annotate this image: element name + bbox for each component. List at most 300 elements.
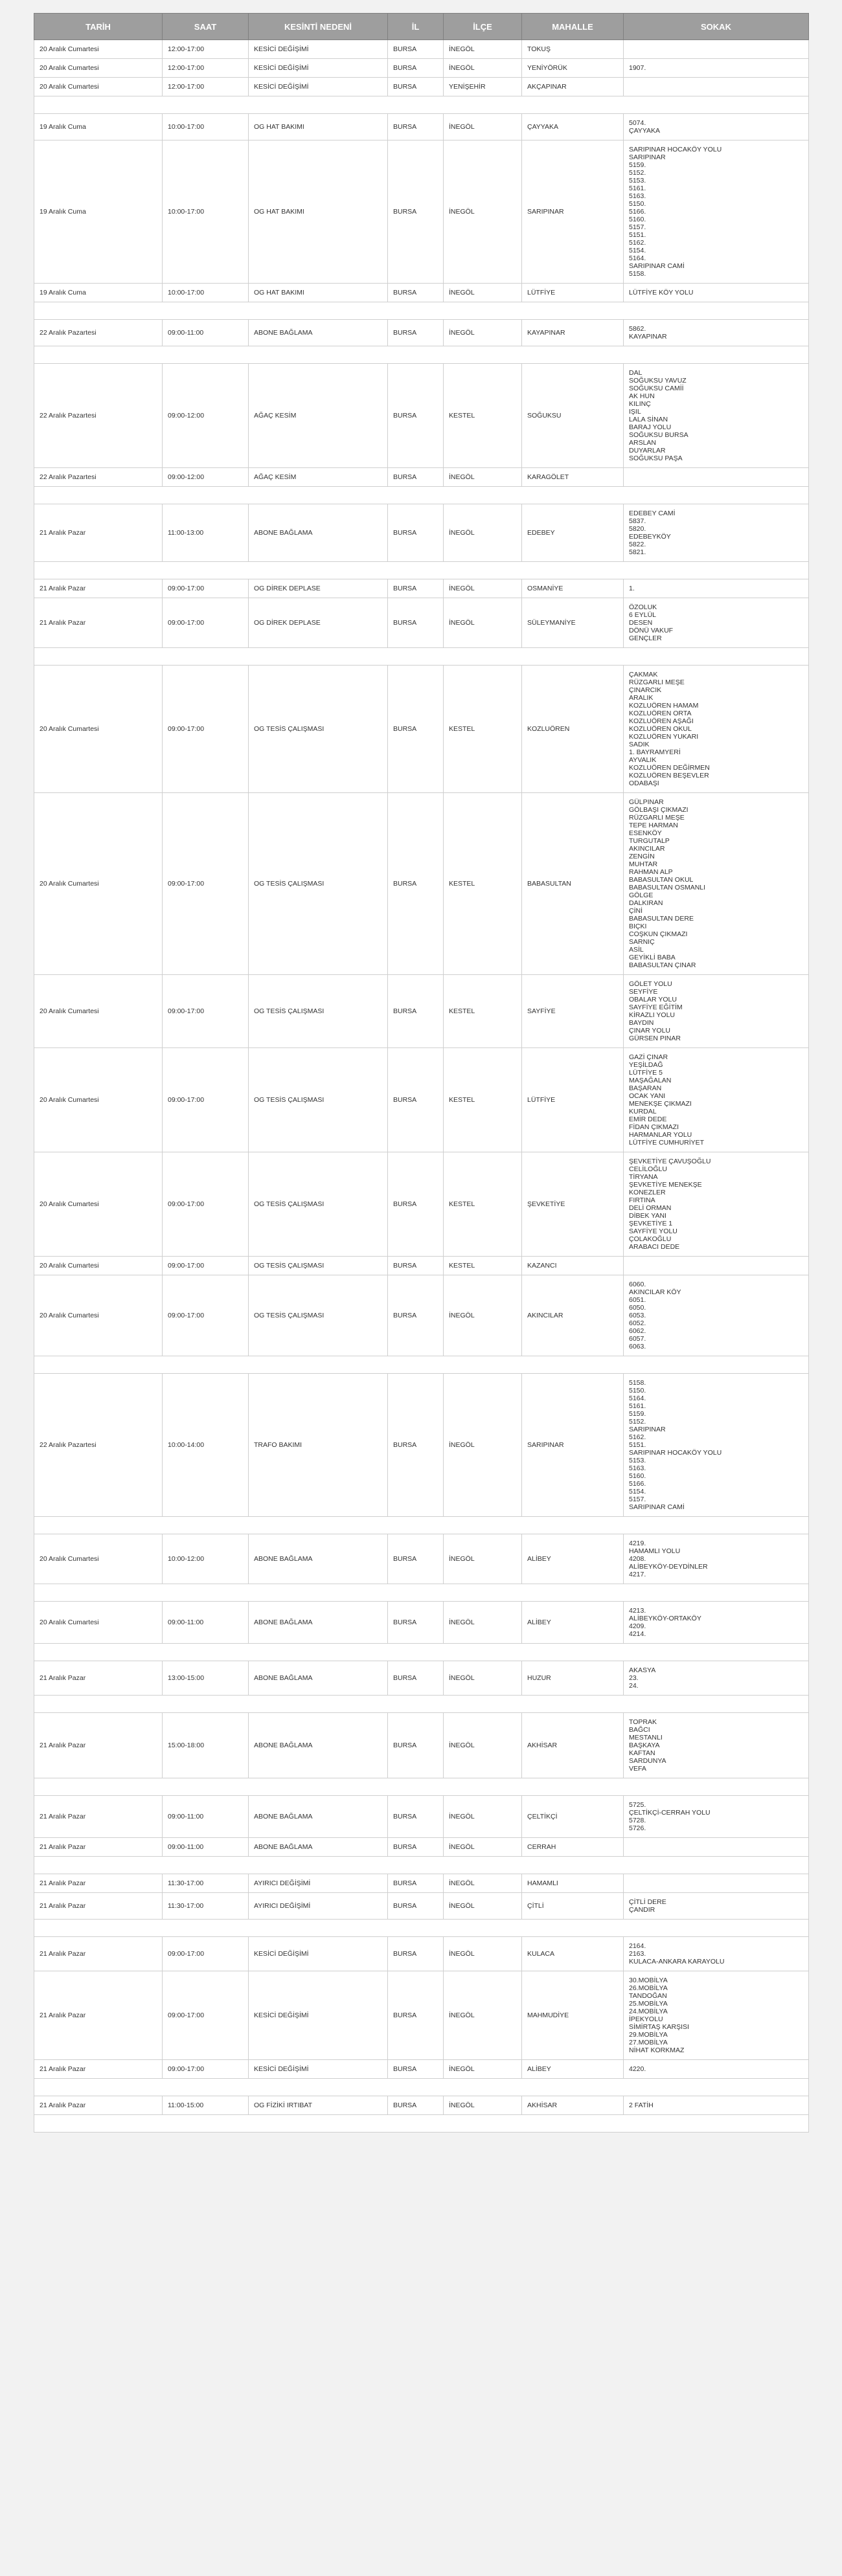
cell-ilce: İNEGÖL [444, 1275, 522, 1356]
empty-cell [34, 346, 809, 364]
table-row [34, 40, 809, 59]
cell-ilce: İNEGÖL [444, 1713, 522, 1778]
table-row [34, 1838, 809, 1857]
table-row [34, 975, 809, 1048]
cell-saat: 13:00-15:00 [163, 1661, 249, 1696]
sokak-item: SARIPINAR HOCAKÖY YOLU [629, 146, 722, 153]
cell-ilce: İNEGÖL [444, 114, 522, 140]
sokak-item: ÇANDIR [629, 1906, 655, 1914]
cell-neden: OG DİREK DEPLASE [249, 579, 388, 598]
sokak-item: SARDUNYA [629, 1757, 666, 1765]
sokak-item: GÖLBAŞI ÇIKMAZI [629, 806, 688, 814]
empty-cell [34, 1584, 809, 1602]
cell-mahalle: ALİBEY [522, 1602, 624, 1644]
sokak-item: KONEZLER [629, 1189, 666, 1196]
header-il[interactable]: İL [388, 14, 444, 40]
sokak-item: IŞIL [629, 408, 641, 416]
sokak-item: 4214. [629, 1630, 646, 1638]
empty-separator-row [34, 2079, 809, 2096]
cell-ilce: KESTEL [444, 1152, 522, 1257]
sokak-item: 27.MOBİLYA [629, 2039, 668, 2046]
cell-mahalle: AKHİSAR [522, 1713, 624, 1778]
cell-tarih: 21 Aralık Pazar [34, 2096, 163, 2115]
cell-sokak [624, 1152, 809, 1257]
cell-saat: 09:00-17:00 [163, 579, 249, 598]
sokak-item: 5159. [629, 161, 646, 169]
cell-saat: 09:00-17:00 [163, 1048, 249, 1152]
sokak-item: 23. [629, 1674, 639, 1682]
sokak-item: BABASULTAN OSMANLI [629, 884, 706, 891]
sokak-item: 5151. [629, 231, 646, 239]
cell-neden: AYIRICI DEĞİŞİMİ [249, 1874, 388, 1893]
cell-saat: 12:00-17:00 [163, 78, 249, 96]
cell-tarih: 21 Aralık Pazar [34, 1971, 163, 2060]
cell-il: BURSA [388, 114, 444, 140]
cell-mahalle: SÜLEYMANİYE [522, 598, 624, 648]
cell-sokak [624, 140, 809, 284]
cell-sokak [624, 1893, 809, 1920]
sokak-item: MUHTAR [629, 860, 658, 868]
sokak-item: 5150. [629, 200, 646, 208]
header-sokak[interactable]: SOKAK [624, 14, 809, 40]
sokak-item: ALİBEYKÖY-ORTAKÖY [629, 1615, 701, 1622]
cell-mahalle: HAMAMLI [522, 1874, 624, 1893]
cell-mahalle: KULACA [522, 1937, 624, 1971]
cell-neden: ABONE BAĞLAMA [249, 1713, 388, 1778]
cell-mahalle: MAHMUDİYE [522, 1971, 624, 2060]
cell-il: BURSA [388, 1048, 444, 1152]
cell-saat: 10:00-17:00 [163, 284, 249, 302]
cell-mahalle: ÇELTİKÇİ [522, 1796, 624, 1838]
sokak-item: ÇAYYAKA [629, 127, 661, 135]
empty-separator-row [34, 1920, 809, 1937]
sokak-item: SAYFİYE EĞİTİM [629, 1003, 683, 1011]
cell-ilce: İNEGÖL [444, 2060, 522, 2079]
sokak-item: RÜZGARLI MEŞE [629, 678, 685, 686]
sokak-item: 5726. [629, 1824, 646, 1832]
table-row [34, 468, 809, 487]
sokak-item: 5822. [629, 541, 646, 548]
sokak-item: KOZLUÖREN DEĞİRMEN [629, 764, 710, 772]
cell-mahalle: LÜTFİYE [522, 284, 624, 302]
cell-sokak [624, 598, 809, 648]
empty-cell [34, 562, 809, 579]
sokak-item: 5152. [629, 1418, 646, 1426]
cell-mahalle: AKINCILAR [522, 1275, 624, 1356]
sokak-item: 25.MOBİLYA [629, 2000, 668, 2008]
header-mahalle[interactable]: MAHALLE [522, 14, 624, 40]
sokak-item: 5820. [629, 525, 646, 533]
sokak-item: SOĞUKSU PAŞA [629, 454, 683, 462]
empty-cell [34, 1920, 809, 1937]
sokak-item: 6051. [629, 1296, 646, 1304]
table-row [34, 793, 809, 975]
sokak-item: DUYARLAR [629, 447, 666, 454]
cell-mahalle: YENİYÖRÜK [522, 59, 624, 78]
cell-mahalle: AKHİSAR [522, 2096, 624, 2115]
cell-ilce: İNEGÖL [444, 1937, 522, 1971]
cell-mahalle: KAZANCI [522, 1257, 624, 1275]
empty-separator-row [34, 1517, 809, 1534]
cell-mahalle: BABASULTAN [522, 793, 624, 975]
sokak-item: İPEKYOLU [629, 2015, 663, 2023]
sokak-item: 5161. [629, 1402, 646, 1410]
sokak-item: 5158. [629, 270, 646, 278]
empty-cell [34, 2079, 809, 2096]
sokak-item: KOZLUÖREN YUKARI [629, 733, 699, 741]
cell-saat: 09:00-11:00 [163, 320, 249, 346]
cell-tarih: 20 Aralık Cumartesi [34, 1152, 163, 1257]
cell-ilce: KESTEL [444, 1048, 522, 1152]
cell-sokak [624, 114, 809, 140]
sokak-item: 4217. [629, 1571, 646, 1578]
cell-tarih: 20 Aralık Cumartesi [34, 78, 163, 96]
cell-tarih: 20 Aralık Cumartesi [34, 1048, 163, 1152]
table-row [34, 666, 809, 793]
sokak-item: SEYFİYE [629, 988, 658, 996]
cell-sokak [624, 2060, 809, 2079]
cell-saat: 11:00-13:00 [163, 504, 249, 562]
sokak-item: TEPE HARMAN [629, 822, 678, 829]
cell-neden: OG TESİS ÇALIŞMASI [249, 975, 388, 1048]
sokak-item: KOZLUÖREN HAMAM [629, 702, 699, 710]
sokak-item: BAYDIN [629, 1019, 654, 1027]
cell-sokak [624, 1534, 809, 1584]
cell-ilce: İNEGÖL [444, 468, 522, 487]
sokak-item: TOPRAK [629, 1718, 657, 1726]
sokak-item: 5164. [629, 254, 646, 262]
sokak-item: 2163. [629, 1950, 646, 1958]
empty-separator-row [34, 1584, 809, 1602]
cell-ilce: İNEGÖL [444, 2096, 522, 2115]
table-row [34, 1374, 809, 1517]
table-row [34, 504, 809, 562]
sokak-item: DİBEK YANI [629, 1212, 666, 1220]
cell-tarih: 22 Aralık Pazartesi [34, 364, 163, 468]
cell-mahalle: LÜTFİYE [522, 1048, 624, 1152]
sokak-item: 5163. [629, 1464, 646, 1472]
cell-saat: 09:00-17:00 [163, 793, 249, 975]
sokak-item: YEŞİLDAĞ [629, 1061, 663, 1069]
sokak-item: ARSLAN [629, 439, 657, 447]
table-row [34, 140, 809, 284]
sokak-item: KURDAL [629, 1108, 657, 1115]
cell-il: BURSA [388, 1661, 444, 1696]
sokak-item: 6050. [629, 1304, 646, 1312]
empty-cell [34, 1696, 809, 1713]
empty-separator-row [34, 1644, 809, 1661]
sokak-item: ÇAKMAK [629, 671, 658, 678]
cell-tarih: 20 Aralık Cumartesi [34, 1257, 163, 1275]
sokak-item: 5161. [629, 185, 646, 192]
sokak-item: 6 EYLÜL [629, 611, 657, 619]
cell-sokak [624, 1374, 809, 1517]
sokak-item: 5150. [629, 1387, 646, 1394]
cell-saat: 12:00-17:00 [163, 59, 249, 78]
table-row [34, 78, 809, 96]
cell-mahalle: KAYAPINAR [522, 320, 624, 346]
header-tarih[interactable]: TARİH [34, 14, 163, 40]
cell-saat: 09:00-17:00 [163, 1971, 249, 2060]
sokak-item: ARABACI DEDE [629, 1243, 680, 1251]
cell-il: BURSA [388, 1971, 444, 2060]
cell-ilce: İNEGÖL [444, 40, 522, 59]
sokak-item: KOZLUÖREN ORTA [629, 710, 692, 717]
cell-il: BURSA [388, 1838, 444, 1857]
cell-sokak [624, 1275, 809, 1356]
cell-neden: ABONE BAĞLAMA [249, 320, 388, 346]
cell-ilce: İNEGÖL [444, 1534, 522, 1584]
cell-il: BURSA [388, 1937, 444, 1971]
cell-neden: ABONE BAĞLAMA [249, 1796, 388, 1838]
cell-mahalle: SAYFİYE [522, 975, 624, 1048]
cell-neden: KESİCİ DEĞİŞİMİ [249, 1971, 388, 2060]
sokak-item: CELİLOĞLU [629, 1165, 667, 1173]
page [34, 0, 808, 2133]
sokak-item: 5166. [629, 208, 646, 216]
table-row [34, 579, 809, 598]
cell-sokak [624, 40, 809, 59]
cell-tarih: 21 Aralık Pazar [34, 598, 163, 648]
sokak-item: 5152. [629, 169, 646, 177]
cell-tarih: 21 Aralık Pazar [34, 1713, 163, 1778]
cell-il: BURSA [388, 364, 444, 468]
sokak-item: ŞEVKETİYE 1 [629, 1220, 673, 1227]
cell-il: BURSA [388, 598, 444, 648]
sokak-item: 5154. [629, 1488, 646, 1495]
cell-il: BURSA [388, 793, 444, 975]
cell-sokak [624, 78, 809, 96]
table-row [34, 59, 809, 78]
sokak-item: SOĞUKSU YAVUZ [629, 377, 687, 385]
cell-mahalle: ŞEVKETİYE [522, 1152, 624, 1257]
cell-tarih: 21 Aralık Pazar [34, 1937, 163, 1971]
outage-table [34, 13, 809, 2133]
header-saat[interactable]: SAAT [163, 14, 249, 40]
sokak-item: ÇOLAKOĞLU [629, 1235, 672, 1243]
empty-separator-row [34, 1696, 809, 1713]
cell-tarih: 22 Aralık Pazartesi [34, 320, 163, 346]
cell-ilce: İNEGÖL [444, 598, 522, 648]
sokak-item: KOZLUÖREN AŞAĞI [629, 717, 694, 725]
cell-il: BURSA [388, 1374, 444, 1517]
sokak-item: AYVALIK [629, 756, 657, 764]
cell-ilce: KESTEL [444, 666, 522, 793]
cell-tarih: 19 Aralık Cuma [34, 114, 163, 140]
sokak-item: KAYAPINAR [629, 333, 667, 341]
cell-il: BURSA [388, 468, 444, 487]
sokak-item: BABASULTAN OKUL [629, 876, 694, 884]
sokak-item: 6057. [629, 1335, 646, 1343]
cell-ilce: KESTEL [444, 793, 522, 975]
cell-mahalle: KARAGÖLET [522, 468, 624, 487]
cell-neden: AYIRICI DEĞİŞİMİ [249, 1893, 388, 1920]
table-header-row [34, 14, 809, 40]
table-row [34, 1937, 809, 1971]
sokak-item: KAFTAN [629, 1749, 655, 1757]
sokak-item: 1. BAYRAMYERİ [629, 748, 681, 756]
sokak-item: RAHMAN ALP [629, 868, 673, 876]
sokak-item: 5074. [629, 119, 646, 127]
cell-neden: KESİCİ DEĞİŞİMİ [249, 40, 388, 59]
sokak-item: ŞEVKETİYE MENEKŞE [629, 1181, 702, 1189]
cell-neden: ABONE BAĞLAMA [249, 1602, 388, 1644]
sokak-item: BABASULTAN DERE [629, 915, 694, 923]
sokak-item: AK HUN [629, 392, 655, 400]
sokak-item: HAMAMLI YOLU [629, 1547, 681, 1555]
sokak-item: AKINCILAR KÖY [629, 1288, 681, 1296]
sokak-item: AKINCILAR [629, 845, 665, 853]
sokak-item: 5151. [629, 1441, 646, 1449]
cell-mahalle: KOZLUÖREN [522, 666, 624, 793]
cell-il: BURSA [388, 666, 444, 793]
sokak-item: 5153. [629, 177, 646, 185]
sokak-item: 2 FATİH [629, 2101, 654, 2109]
empty-cell [34, 1517, 809, 1534]
cell-mahalle: ÇİTLİ [522, 1893, 624, 1920]
sokak-item: 5159. [629, 1410, 646, 1418]
cell-ilce: İNEGÖL [444, 59, 522, 78]
cell-saat: 11:30-17:00 [163, 1874, 249, 1893]
sokak-item: GAZİ ÇINAR [629, 1053, 668, 1061]
sokak-item: 5160. [629, 216, 646, 223]
sokak-item: 5821. [629, 548, 646, 556]
header-ilce[interactable]: İLÇE [444, 14, 522, 40]
cell-neden: OG TESİS ÇALIŞMASI [249, 1257, 388, 1275]
cell-sokak [624, 975, 809, 1048]
cell-saat: 09:00-17:00 [163, 1152, 249, 1257]
sokak-item: SİMİRTAŞ KARŞISI [629, 2023, 689, 2031]
sokak-item: 5157. [629, 223, 646, 231]
sokak-item: DALKIRAN [629, 899, 663, 907]
cell-sokak [624, 59, 809, 78]
sokak-item: 1. [629, 585, 635, 592]
cell-saat: 09:00-12:00 [163, 364, 249, 468]
sokak-item: 5164. [629, 1394, 646, 1402]
cell-il: BURSA [388, 78, 444, 96]
cell-mahalle: SARIPINAR [522, 140, 624, 284]
cell-neden: OG HAT BAKIMI [249, 114, 388, 140]
cell-il: BURSA [388, 1257, 444, 1275]
cell-ilce: İNEGÖL [444, 579, 522, 598]
sokak-item: TANDOĞAN [629, 1992, 667, 2000]
cell-neden: OG DİREK DEPLASE [249, 598, 388, 648]
sokak-item: ÇELTİKÇİ-CERRAH YOLU [629, 1809, 711, 1817]
table-body [34, 40, 809, 2133]
empty-cell [34, 1644, 809, 1661]
table-row [34, 1275, 809, 1356]
cell-tarih: 21 Aralık Pazar [34, 1838, 163, 1857]
cell-saat: 10:00-14:00 [163, 1374, 249, 1517]
sokak-item: 5153. [629, 1457, 646, 1464]
cell-ilce: İNEGÖL [444, 1661, 522, 1696]
cell-neden: OG HAT BAKIMI [249, 284, 388, 302]
cell-il: BURSA [388, 1713, 444, 1778]
cell-saat: 10:00-17:00 [163, 114, 249, 140]
cell-sokak [624, 666, 809, 793]
cell-sokak [624, 579, 809, 598]
cell-sokak [624, 364, 809, 468]
header-kesinti-nedeni[interactable]: KESİNTİ NEDENİ [249, 14, 388, 40]
sokak-item: 4208. [629, 1555, 646, 1563]
sokak-item: SOĞUKSU CAMİİ [629, 385, 684, 392]
sokak-item: 5162. [629, 1433, 646, 1441]
table-row [34, 1971, 809, 2060]
sokak-item: ÇİTLİ DERE [629, 1898, 666, 1906]
cell-neden: ABONE BAĞLAMA [249, 1838, 388, 1857]
cell-tarih: 20 Aralık Cumartesi [34, 666, 163, 793]
cell-ilce: İNEGÖL [444, 320, 522, 346]
table-row [34, 1257, 809, 1275]
sokak-item: 5163. [629, 192, 646, 200]
sokak-item: HARMANLAR YOLU [629, 1131, 692, 1139]
cell-tarih: 20 Aralık Cumartesi [34, 59, 163, 78]
sokak-item: LÜTFİYE 5 [629, 1069, 663, 1077]
empty-cell [34, 1857, 809, 1874]
cell-neden: ABONE BAĞLAMA [249, 1661, 388, 1696]
empty-cell [34, 487, 809, 504]
sokak-item: 4219. [629, 1540, 646, 1547]
sokak-item: LÜTFİYE KÖY YOLU [629, 289, 694, 297]
empty-separator-row [34, 487, 809, 504]
cell-saat: 09:00-17:00 [163, 975, 249, 1048]
cell-ilce: İNEGÖL [444, 140, 522, 284]
sokak-item: 29.MOBİLYA [629, 2031, 668, 2039]
cell-sokak [624, 2096, 809, 2115]
sokak-item: BIÇKI [629, 923, 647, 930]
sokak-item: 24.MOBİLYA [629, 2008, 668, 2015]
cell-neden: OG FİZİKİ IRTIBAT [249, 2096, 388, 2115]
cell-saat: 09:00-17:00 [163, 598, 249, 648]
sokak-item: AKASYA [629, 1666, 656, 1674]
cell-sokak [624, 468, 809, 487]
sokak-item: 5166. [629, 1480, 646, 1488]
sokak-item: KİRAZLI YOLU [629, 1011, 675, 1019]
sokak-item: 5160. [629, 1472, 646, 1480]
cell-tarih: 21 Aralık Pazar [34, 504, 163, 562]
empty-cell [34, 1356, 809, 1374]
sokak-item: ŞEVKETİYE ÇAVUŞOĞLU [629, 1158, 711, 1165]
empty-separator-row [34, 648, 809, 666]
cell-saat: 09:00-11:00 [163, 1796, 249, 1838]
cell-mahalle: SOĞUKSU [522, 364, 624, 468]
sokak-item: 5728. [629, 1817, 646, 1824]
sokak-item: ÇINAR YOLU [629, 1027, 670, 1035]
empty-cell [34, 302, 809, 320]
cell-il: BURSA [388, 2096, 444, 2115]
table-row [34, 1874, 809, 1893]
sokak-item: TİRYANA [629, 1173, 658, 1181]
sokak-item: GÜLPINAR [629, 798, 664, 806]
cell-saat: 11:00-15:00 [163, 2096, 249, 2115]
sokak-item: BAĞCI [629, 1726, 650, 1734]
cell-neden: OG TESİS ÇALIŞMASI [249, 1275, 388, 1356]
sokak-item: KOZLUÖREN BEŞEVLER [629, 772, 709, 779]
table-row [34, 1661, 809, 1696]
table-row [34, 114, 809, 140]
cell-neden: OG TESİS ÇALIŞMASI [249, 1048, 388, 1152]
sokak-item: OBALAR YOLU [629, 996, 677, 1003]
cell-ilce: İNEGÖL [444, 1971, 522, 2060]
sokak-item: 4213. [629, 1607, 646, 1615]
sokak-item: SARNIÇ [629, 938, 655, 946]
sokak-item: 5837. [629, 517, 646, 525]
empty-cell [34, 648, 809, 666]
table-row [34, 2060, 809, 2079]
empty-cell [34, 96, 809, 114]
table-row [34, 1048, 809, 1152]
sokak-item: BAŞARAN [629, 1084, 662, 1092]
